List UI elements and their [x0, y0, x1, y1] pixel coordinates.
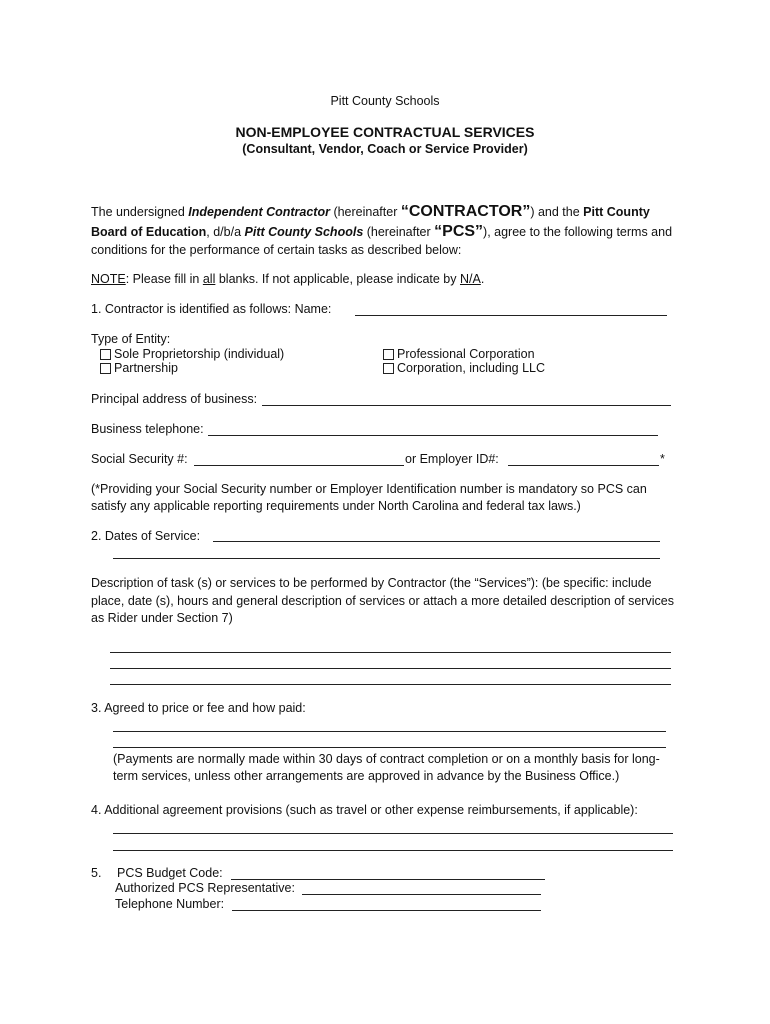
authorized-rep-label: Authorized PCS Representative:	[115, 881, 295, 895]
description-line-2: place, date (s), hours and general description of services or attach a more detailed description of services	[91, 594, 674, 608]
telephone-field[interactable]	[208, 435, 658, 436]
telephone-label: Business telephone:	[91, 422, 204, 436]
sole-proprietorship-label: Sole Proprietorship (individual)	[114, 347, 285, 361]
employer-id-label: or Employer ID#:	[405, 452, 499, 466]
asterisk-mark: *	[660, 452, 665, 466]
dates-of-service-field-2[interactable]	[113, 558, 660, 559]
price-field-1[interactable]	[113, 731, 666, 732]
disclaimer-line-1: (*Providing your Social Security number or Employer Identification number is mandatory so PCS can	[91, 482, 647, 496]
professional-corporation-label: Professional Corporation	[397, 347, 535, 361]
note-line: NOTE: Please fill in all blanks. If not applicable, please indicate by N/A.	[91, 272, 485, 286]
ssn-field[interactable]	[194, 465, 404, 466]
ssn-label: Social Security #:	[91, 452, 188, 466]
section-2-label: 2. Dates of Service:	[91, 529, 201, 543]
authorized-rep-field[interactable]	[302, 894, 541, 895]
org-name: Pitt County Schools	[330, 94, 440, 108]
partnership-checkbox[interactable]	[100, 363, 111, 374]
budget-code-label: PCS Budget Code:	[117, 866, 223, 880]
description-line-3: as Rider under Section 7)	[91, 611, 233, 625]
intro-line-2: Board of Education, d/b/a Pitt County Schools (hereinafter “PCS”), agree to the following terms and	[91, 223, 673, 240]
section-4-label: 4. Additional agreement provisions (such as travel or other expense reimbursements, if applicable):	[91, 803, 638, 817]
provisions-field-1[interactable]	[113, 833, 673, 834]
section-3-label: 3. Agreed to price or fee and how paid:	[91, 701, 306, 715]
corporation-llc-checkbox[interactable]	[383, 363, 394, 374]
form-subtitle: (Consultant, Vendor, Coach or Service Provider)	[242, 142, 528, 156]
description-field-2[interactable]	[110, 668, 671, 669]
price-field-2[interactable]	[113, 747, 666, 748]
corporation-llc-label: Corporation, including LLC	[397, 361, 546, 375]
entity-type-label: Type of Entity:	[91, 332, 171, 346]
professional-corporation-checkbox[interactable]	[383, 349, 394, 360]
provisions-field-2[interactable]	[113, 850, 673, 851]
name-field[interactable]	[355, 315, 667, 316]
partnership-label: Partnership	[114, 361, 178, 375]
intro-line-3: conditions for the performance of certain tasks as described below:	[91, 243, 462, 257]
dates-of-service-field[interactable]	[213, 541, 660, 542]
sole-proprietorship-checkbox[interactable]	[100, 349, 111, 360]
section-1-label: 1. Contractor is identified as follows: Name:	[91, 302, 332, 316]
telephone-number-label: Telephone Number:	[115, 897, 225, 911]
section-5-number: 5.	[91, 866, 102, 880]
disclaimer-line-2: satisfy any applicable reporting requirements under North Carolina and federal tax laws.)	[91, 499, 581, 513]
address-label: Principal address of business:	[91, 392, 258, 406]
budget-code-field[interactable]	[231, 879, 545, 880]
description-field-3[interactable]	[110, 684, 671, 685]
description-field-1[interactable]	[110, 652, 671, 653]
telephone-number-field[interactable]	[232, 910, 541, 911]
address-field[interactable]	[262, 405, 671, 406]
form-title: NON-EMPLOYEE CONTRACTUAL SERVICES	[235, 124, 535, 140]
employer-id-field[interactable]	[508, 465, 659, 466]
description-line-1: Description of task (s) or services to be performed by Contractor (the “Services”): (be specific: include	[91, 576, 652, 590]
payment-note-line-1: (Payments are normally made within 30 days of contract completion or on a monthly basis for long-	[113, 752, 660, 766]
intro-line-1: The undersigned Independent Contractor (hereinafter “CONTRACTOR”) and the Pitt County	[91, 203, 650, 220]
payment-note-line-2: term services, unless other arrangements are approved in advance by the Business Office.)	[113, 769, 620, 783]
